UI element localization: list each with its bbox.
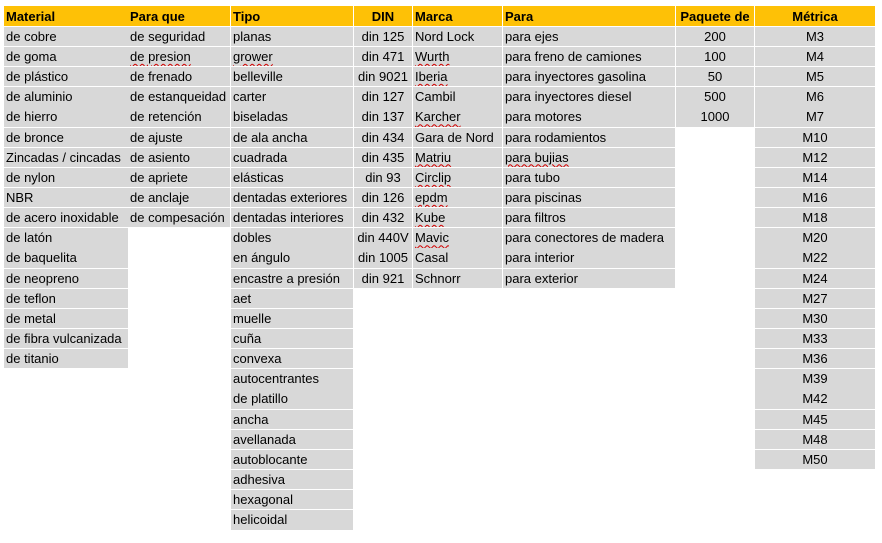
table-cell[interactable]: Cambil xyxy=(413,87,502,106)
table-cell[interactable]: de neopreno xyxy=(4,269,128,288)
table-cell[interactable]: M24 xyxy=(755,269,875,288)
table-cell[interactable]: biseladas xyxy=(231,107,353,126)
table-cell[interactable]: aet xyxy=(231,289,353,308)
table-cell[interactable]: autoblocante xyxy=(231,450,353,469)
table-cell[interactable]: 500 xyxy=(676,87,754,106)
table-cell[interactable]: de cobre xyxy=(4,27,128,46)
table-cell[interactable]: de asiento xyxy=(128,148,230,167)
table-cell[interactable]: din 440V xyxy=(354,228,412,247)
table-cell[interactable]: de baquelita xyxy=(4,248,128,267)
table-cell[interactable]: Kube xyxy=(413,208,502,227)
table-cell[interactable]: de estanqueidad xyxy=(128,87,230,106)
table-cell[interactable]: 100 xyxy=(676,47,754,66)
table-cell[interactable]: M50 xyxy=(755,450,875,469)
table-cell[interactable]: belleville xyxy=(231,67,353,86)
table-cell[interactable]: M36 xyxy=(755,349,875,368)
table-cell[interactable]: Gara de Nord xyxy=(413,128,502,147)
table-cell[interactable]: adhesiva xyxy=(231,470,353,489)
table-cell[interactable]: M6 xyxy=(755,87,875,106)
column-paquete xyxy=(676,6,754,127)
table-cell[interactable]: para inyectores gasolina xyxy=(503,67,675,86)
table-cell[interactable]: din 126 xyxy=(354,188,412,207)
table-cell[interactable]: de goma xyxy=(4,47,128,66)
table-cell[interactable]: din 435 xyxy=(354,148,412,167)
table-cell[interactable]: planas xyxy=(231,27,353,46)
table-cell[interactable]: M39 xyxy=(755,369,875,388)
table-cell[interactable]: de nylon xyxy=(4,168,128,187)
table-cell[interactable]: para interior xyxy=(503,248,675,267)
table-cell[interactable]: de seguridad xyxy=(128,27,230,46)
table-cell[interactable]: NBR xyxy=(4,188,128,207)
table-cell[interactable]: 1000 xyxy=(676,107,754,126)
table-cell[interactable]: M18 xyxy=(755,208,875,227)
table-cell[interactable]: encastre a presión xyxy=(231,269,353,288)
header-metrica[interactable]: Métrica xyxy=(755,6,875,26)
table-cell[interactable]: M5 xyxy=(755,67,875,86)
column-metrica xyxy=(755,6,875,469)
table-cell[interactable]: carter xyxy=(231,87,353,106)
table-cell[interactable]: din 1005 xyxy=(354,248,412,267)
table-cell[interactable]: M30 xyxy=(755,309,875,328)
table-cell[interactable]: de aluminio xyxy=(4,87,128,106)
table-cell[interactable]: de fibra vulcanizada xyxy=(4,329,128,348)
table-cell[interactable]: M4 xyxy=(755,47,875,66)
table-cell[interactable]: Zincadas / cincadas xyxy=(4,148,128,167)
column-para-que xyxy=(128,6,230,227)
table-cell[interactable]: para inyectores diesel xyxy=(503,87,675,106)
table-cell[interactable]: de anclaje xyxy=(128,188,230,207)
table-cell[interactable]: din 434 xyxy=(354,128,412,147)
table-cell[interactable]: din 125 xyxy=(354,27,412,46)
table-cell[interactable]: avellanada xyxy=(231,430,353,449)
table-cell[interactable]: din 93 xyxy=(354,168,412,187)
table-cell[interactable]: dobles xyxy=(231,228,353,247)
table-cell[interactable]: en ángulo xyxy=(231,248,353,267)
table-cell[interactable]: muelle xyxy=(231,309,353,328)
table-cell[interactable]: de ajuste xyxy=(128,128,230,147)
table-cell[interactable]: para conectores de madera xyxy=(503,228,675,247)
table-cell[interactable]: M48 xyxy=(755,430,875,449)
table-cell[interactable]: para bujias xyxy=(503,148,675,167)
column-para xyxy=(503,6,675,288)
table-cell[interactable]: M16 xyxy=(755,188,875,207)
table-cell[interactable]: de frenado xyxy=(128,67,230,86)
table-cell[interactable]: de retención xyxy=(128,107,230,126)
table-cell[interactable]: M27 xyxy=(755,289,875,308)
column-marca xyxy=(413,6,502,288)
header-paquete[interactable]: Paquete de xyxy=(676,6,754,26)
table-cell[interactable]: Matriu xyxy=(413,148,502,167)
table-cell[interactable]: de ala ancha xyxy=(231,128,353,147)
table-cell[interactable]: de presion xyxy=(128,47,230,66)
table-cell[interactable]: de teflon xyxy=(4,289,128,308)
table-cell[interactable]: convexa xyxy=(231,349,353,368)
header-para[interactable]: Para xyxy=(503,6,675,26)
table-cell[interactable]: M42 xyxy=(755,389,875,408)
table-cell[interactable]: M3 xyxy=(755,27,875,46)
table-cell[interactable]: din 9021 xyxy=(354,67,412,86)
table-cell[interactable]: 200 xyxy=(676,27,754,46)
table-cell[interactable]: de compesación xyxy=(128,208,230,227)
table-cell[interactable]: cuña xyxy=(231,329,353,348)
table-cell[interactable]: cuadrada xyxy=(231,148,353,167)
table-cell[interactable]: din 471 xyxy=(354,47,412,66)
table-cell[interactable]: para freno de camiones xyxy=(503,47,675,66)
table-cell[interactable]: para filtros xyxy=(503,208,675,227)
table-cell[interactable]: Casal xyxy=(413,248,502,267)
header-din[interactable]: DIN xyxy=(354,6,412,26)
table-cell[interactable]: Karcher xyxy=(413,107,502,126)
table-cell[interactable]: din 432 xyxy=(354,208,412,227)
header-material[interactable]: Material xyxy=(4,6,128,26)
table-cell[interactable]: M20 xyxy=(755,228,875,247)
table-cell[interactable]: para motores xyxy=(503,107,675,126)
table-cell[interactable]: M22 xyxy=(755,248,875,267)
table-cell[interactable]: autocentrantes xyxy=(231,369,353,388)
table-cell[interactable]: de plástico xyxy=(4,67,128,86)
table-cell[interactable]: de hierro xyxy=(4,107,128,126)
table-cell[interactable]: Nord Lock xyxy=(413,27,502,46)
header-tipo[interactable]: Tipo xyxy=(231,6,353,26)
table-cell[interactable]: M10 xyxy=(755,128,875,147)
table-cell[interactable]: dentadas exteriores xyxy=(231,188,353,207)
table-cell[interactable]: dentadas interiores xyxy=(231,208,353,227)
table-cell[interactable]: M14 xyxy=(755,168,875,187)
table-cell[interactable]: para exterior xyxy=(503,269,675,288)
column-material xyxy=(4,6,128,368)
table-cell[interactable]: para ejes xyxy=(503,27,675,46)
table-cell[interactable]: din 137 xyxy=(354,107,412,126)
column-din xyxy=(354,6,412,288)
table-cell[interactable]: M7 xyxy=(755,107,875,126)
column-tipo xyxy=(231,6,353,530)
table-cell[interactable]: hexagonal xyxy=(231,490,353,509)
table-cell[interactable]: de bronce xyxy=(4,128,128,147)
table-cell[interactable]: M33 xyxy=(755,329,875,348)
header-marca[interactable]: Marca xyxy=(413,6,502,26)
table-cell[interactable]: de apriete xyxy=(128,168,230,187)
table-cell[interactable]: elásticas xyxy=(231,168,353,187)
table-cell[interactable]: helicoidal xyxy=(231,510,353,529)
table-cell[interactable]: Circlip xyxy=(413,168,502,187)
table-cell[interactable]: 50 xyxy=(676,67,754,86)
table-cell[interactable]: de latón xyxy=(4,228,128,247)
table-cell[interactable]: para piscinas xyxy=(503,188,675,207)
table-cell[interactable]: Iberia xyxy=(413,67,502,86)
table-cell[interactable]: para rodamientos xyxy=(503,128,675,147)
table-cell[interactable]: de acero inoxidable xyxy=(4,208,128,227)
table-cell[interactable]: grower xyxy=(231,47,353,66)
table-cell[interactable]: epdm xyxy=(413,188,502,207)
table-cell[interactable]: din 127 xyxy=(354,87,412,106)
header-para-que[interactable]: Para que xyxy=(128,6,230,26)
table-cell[interactable]: M45 xyxy=(755,410,875,429)
table-cell[interactable]: ancha xyxy=(231,410,353,429)
table-cell[interactable]: M12 xyxy=(755,148,875,167)
table-cell[interactable]: Mavic xyxy=(413,228,502,247)
table-cell[interactable]: Schnorr xyxy=(413,269,502,288)
table-cell[interactable]: de titanio xyxy=(4,349,128,368)
table-cell[interactable]: para tubo xyxy=(503,168,675,187)
table-cell[interactable]: din 921 xyxy=(354,269,412,288)
table-cell[interactable]: de metal xyxy=(4,309,128,328)
table-cell[interactable]: Wurth xyxy=(413,47,502,66)
table-cell[interactable]: de platillo xyxy=(231,389,353,408)
